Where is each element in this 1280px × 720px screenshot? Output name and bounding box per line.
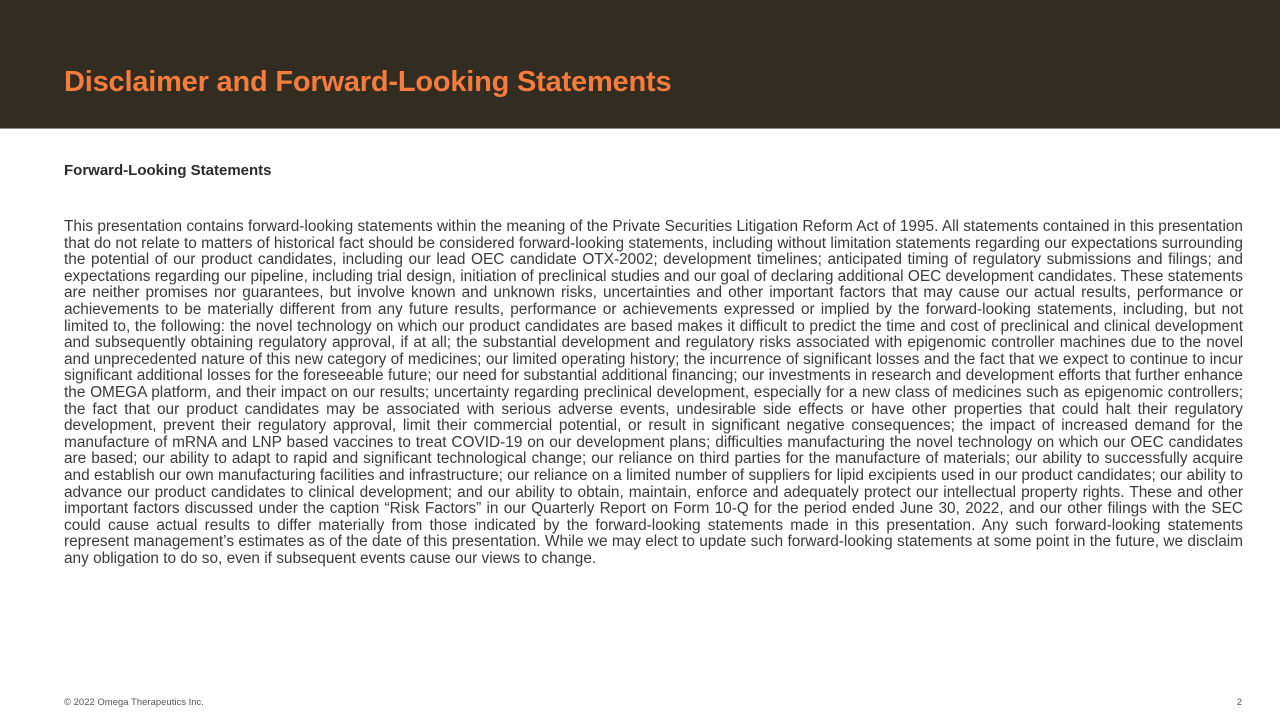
page-number: 2 (1236, 697, 1242, 708)
section-heading: Forward-Looking Statements (64, 162, 272, 179)
footer-copyright: © 2022 Omega Therapeutics Inc. (64, 697, 204, 708)
title-banner (0, 0, 1280, 129)
slide-title: Disclaimer and Forward-Looking Statements (64, 66, 672, 98)
disclaimer-body: This presentation contains forward-looking statements within the meaning of the Private Securities Litigation Reform Act of 1995. All statements contained in this presentation that do not relate to matters of historical fact should be considered forward-looking statements, including without limitation statements regarding our expectations surrounding the potential of our product candidates, including our lead OEC candidate OTX-2002; development timelines; anticipated timing of regulatory submissions and filings; and expectations regarding our pipeline, including trial design, initiation of preclinical studies and our goal of declaring additional OEC development candidates. These statements are neither promises nor guarantees, but involve known and unknown risks, uncertainties and other important factors that may cause our actual results, performance or achievements to be materially different from any future results, performance or achievements expressed or implied by the forward-looking statements, including, but not limited to, the following: the novel technology on which our product candidates are based makes it difficult to predict the time and cost of preclinical and clinical development and subsequently obtaining regulatory approval, if at all; the substantial development and regulatory risks associated with epigenomic controller machines due to the novel and unprecedented nature of this new category of medicines; our limited operating history; the incurrence of significant losses and the fact that we expect to continue to incur significant additional losses for the foreseeable future; our need for substantial additional financing; our investments in research and development efforts that further enhance the OMEGA platform, and their impact on our results; uncertainty regarding preclinical development, especially for a new class of medicines such as epigenomic controllers; the fact that our product candidates may be associated with serious adverse events, undesirable side effects or have other properties that could halt their regulatory development, prevent their regulatory approval, limit their commercial potential, or result in significant negative consequences; the impact of increased demand for the manufacture of mRNA and LNP based vaccines to treat COVID-19 on our development plans; difficulties manufacturing the novel technology on which our OEC candidates are based; our ability to adapt to rapid and significant technological change; our reliance on third parties for the manufacture of materials; our ability to successfully acquire and establish our own manufacturing facilities and infrastructure; our reliance on a limited number of suppliers for lipid excipients used in our product candidates; our ability to advance our product candidates to clinical development; and our ability to obtain, maintain, enforce and adequately protect our intellectual property rights. These and other important factors discussed under the caption “Risk Factors” in our Quarterly Report on Form 10-Q for the period ended June 30, 2022, and our other filings with the SEC could cause actual results to differ materially from those indicated by the forward-looking statements made in this presentation. Any such forward-looking statements represent management’s estimates as of the date of this presentation. While we may elect to update such forward-looking statements at some point in the future, we disclaim any obligation to do so, even if subsequent events cause our views to change. (64, 218, 1243, 567)
